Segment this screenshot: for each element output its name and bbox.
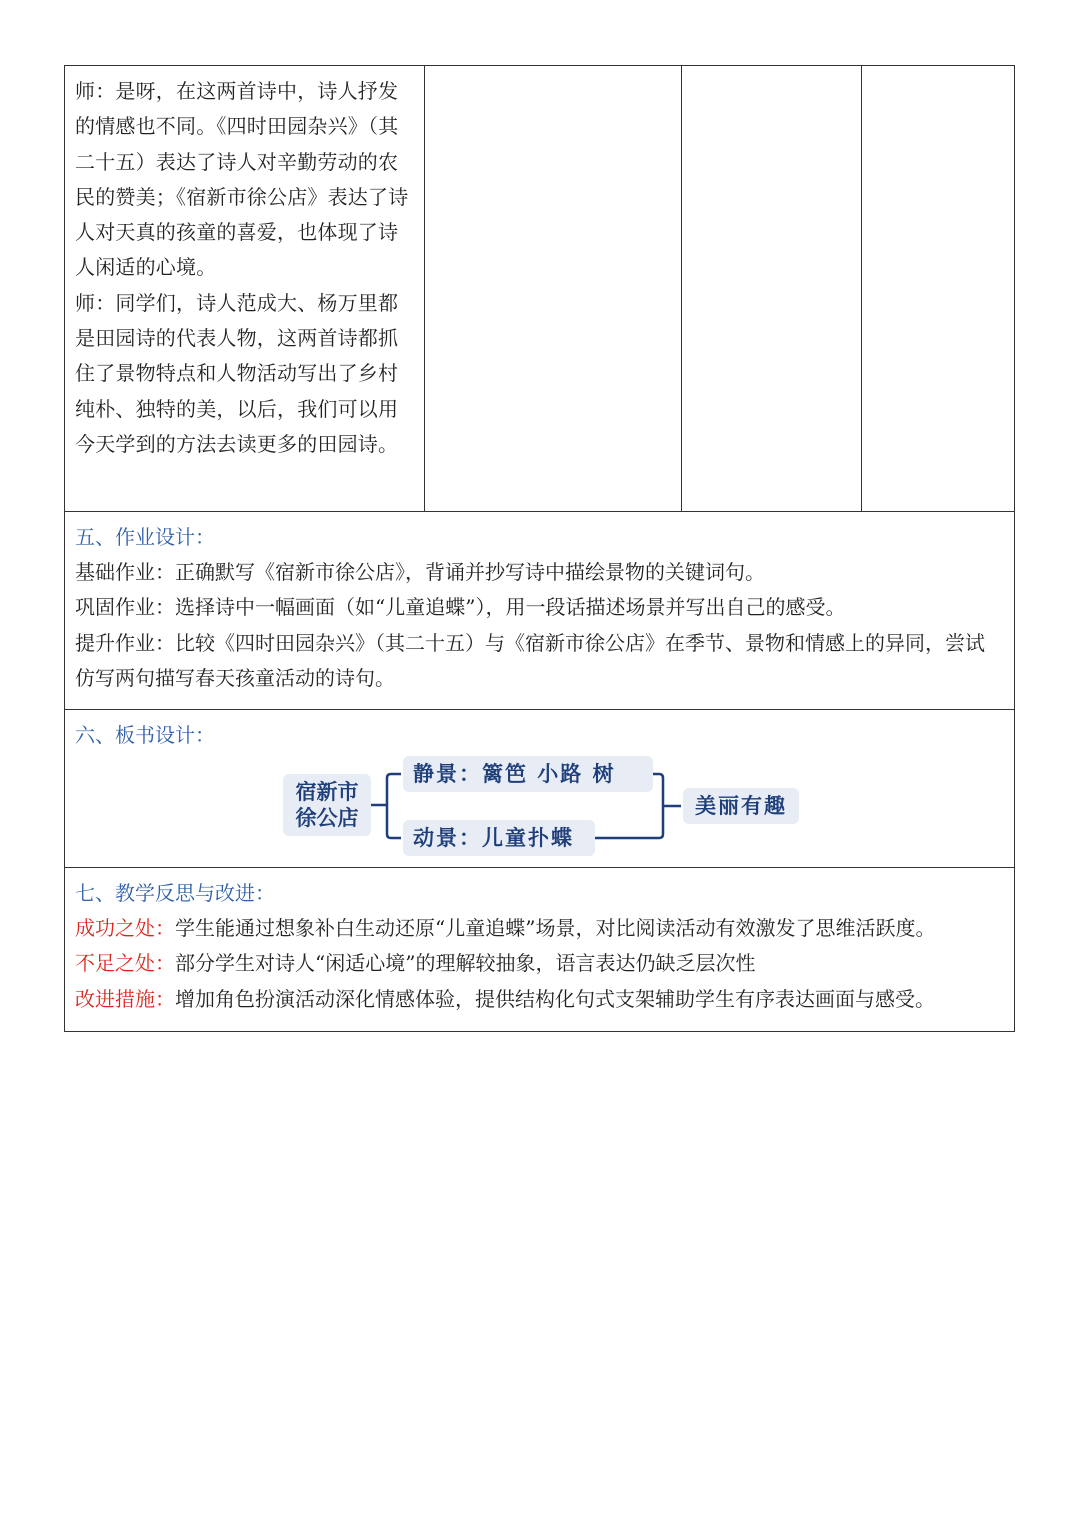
reflection-improvement-label: 改进措施： <box>75 986 175 1011</box>
dialogue-cell <box>65 66 425 511</box>
homework-title: 五、作业设计： <box>75 525 215 549</box>
reflection-shortcoming <box>75 946 1004 981</box>
dialogue-paragraph-2: 师：同学们，诗人范成大、杨万里都是田园诗的代表人物，这两首诗都抓住了景物特点和人物活动写出了乡村纯朴、独特的美，以后，我们可以用今天学到的方法去读更多的田园诗。 <box>75 290 399 456</box>
reflection-success <box>75 911 1004 946</box>
reflection-improvement <box>75 982 1004 1017</box>
homework-advanced: 提升作业：比较《四时田园杂兴》（其二十五）与《宿新市徐公店》在季节、景物和情感上的异同，尝试仿写两句描写春天孩童活动的诗句。 <box>75 630 985 690</box>
homework-basic: 基础作业：正确默写《宿新市徐公店》，背诵并抄写诗中描绘景物的关键词句。 <box>75 560 765 584</box>
main-topic-line-1: 宿新市 <box>295 780 359 804</box>
reflection-title: 七、教学反思与改进： <box>75 881 275 905</box>
board-design-section <box>65 710 1014 868</box>
reflection-success-text: 学生能通过想象补白生动还原“儿童追蝶”场景，对比阅读活动有效激发了思维活跃度。 <box>175 916 936 940</box>
homework-section <box>65 512 1014 710</box>
main-topic-line-2: 徐公店 <box>295 806 359 830</box>
lesson-plan-table <box>64 65 1015 1032</box>
reflection-shortcoming-label: 不足之处： <box>75 951 175 976</box>
empty-cell-4 <box>862 66 1014 511</box>
empty-cell-3 <box>682 66 862 511</box>
reflection-success-label: 成功之处： <box>75 916 175 940</box>
dialogue-paragraph-1: 师：是呀，在这两首诗中，诗人抒发的情感也不同。《四时田园杂兴》（其二十五）表达了诗人对辛勤劳动的农民的赞美；《宿新市徐公店》表达了诗人对天真的孩童的喜爱，也体现了诗人闲适的心境。 <box>75 79 409 280</box>
diagram-dynamic-scene: 动景：儿童扑蝶 <box>403 820 595 856</box>
board-title: 六、板书设计： <box>75 723 215 747</box>
diagram-main-topic <box>283 774 371 836</box>
empty-cell-2 <box>425 66 682 511</box>
reflection-shortcoming-text: 部分学生对诗人“闲适心境”的理解较抽象，语言表达仍缺乏层次性 <box>175 951 756 976</box>
homework-consolidate: 巩固作业：选择诗中一幅画面（如“儿童追蝶”），用一段话描述场景并写出自己的感受。 <box>75 595 846 620</box>
reflection-improvement-text: 增加角色扮演活动深化情感体验，提供结构化句式支架辅助学生有序表达画面与感受。 <box>175 986 935 1011</box>
table-row-dialogue <box>65 66 1014 512</box>
board-diagram <box>283 756 803 856</box>
reflection-section <box>65 868 1014 1031</box>
diagram-static-scene: 静景：篱笆 小路 树 <box>403 756 653 792</box>
diagram-result: 美丽有趣 <box>683 788 799 824</box>
